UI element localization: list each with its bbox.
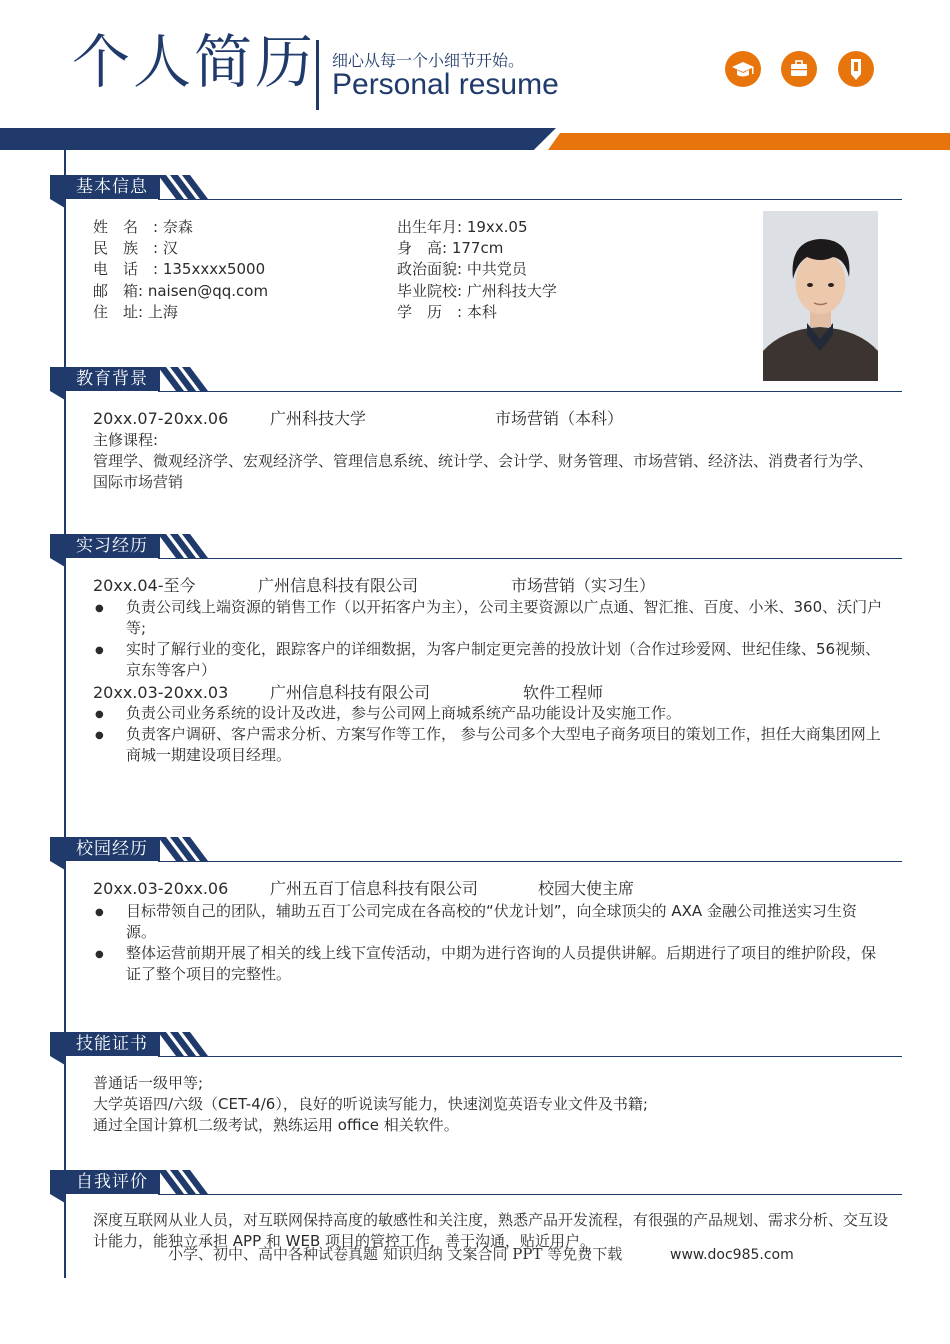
section-stripes (158, 367, 208, 391)
briefcase-icon (781, 51, 817, 87)
phone-field: 电 话 : 135xxxx5000 (93, 260, 266, 278)
courses-label: 主修课程: (93, 431, 159, 449)
page-title: 个人简历 (72, 28, 317, 96)
title-divider (316, 40, 319, 110)
job2-company: 广州信息科技有限公司 (270, 683, 431, 702)
edu-period: 20xx.07-20xx.06 (93, 409, 229, 428)
job2-bullet-2: 负责客户调研、客户需求分析、方案写作等工作， 参与公司多个大型电子商务项目的策划工作，担任大商集团网上商城一期建设项目经理。 (126, 725, 881, 764)
courses-list: 管理学、微观经济学、宏观经济学、管理信息系统、统计学、会计学、财务管理、市场营销、经济法、消费者行为学、国际市场营销 (93, 452, 874, 491)
section-internship: 实习经历 (50, 534, 160, 558)
address-field: 住 址: 上海 (93, 303, 178, 321)
section-rule (158, 861, 902, 862)
ethnicity-field: 民 族 : 汉 (93, 239, 178, 257)
bullet-icon: ● (95, 907, 104, 918)
school-field: 毕业院校: 广州科技大学 (397, 282, 557, 300)
section-rule (158, 391, 902, 392)
politics-field: 政治面貌: 中共党员 (397, 260, 527, 278)
bullet-icon: ● (95, 645, 104, 656)
job2-period: 20xx.03-20xx.03 (93, 683, 229, 702)
height-field: 身 高: 177cm (397, 239, 504, 257)
edu-major: 市场营销（本科） (495, 409, 624, 428)
bullet-icon: ● (95, 603, 104, 614)
skill-line-3: 通过全国计算机二级考试，熟练运用 office 相关软件。 (93, 1116, 459, 1134)
degree-field: 学 历 : 本科 (397, 303, 497, 321)
campus-bullet-2: 整体运营前期开展了相关的线上线下宣传活动，中期为进行咨询的人员提供讲解。后期进行了项目的维护阶段，保证了整个项目的完整性。 (126, 944, 877, 983)
section-campus: 校园经历 (50, 837, 160, 861)
pencil-icon (838, 51, 874, 87)
section-stripes (158, 175, 208, 199)
section-rule (158, 558, 902, 559)
bullet-icon: ● (95, 949, 104, 960)
section-basic-info: 基本信息 (50, 175, 160, 199)
job2-bullet-1: 负责公司业务系统的设计及改进，参与公司网上商城系统产品功能设计及实施工作。 (126, 704, 682, 722)
campus-org: 广州五百丁信息科技有限公司 (270, 879, 479, 898)
footer-note: 小学、初中、高中各种试卷真题 知识归纳 文案合同 PPT 等免费下载 (168, 1245, 623, 1263)
skill-line-2: 大学英语四/六级（CET-4/6），良好的听说读写能力，快速浏览英语专业文件及书籍; (93, 1095, 648, 1113)
self-evaluation-text: 深度互联网从业人员，对互联网保持高度的敏感性和关注度，熟悉产品开发流程，有很强的产品规划、需求分析、交互设计能力，能独立承担 APP 和 WEB 项目的管控工作，善于沟通，贴近用户。 (93, 1211, 889, 1250)
campus-period: 20xx.03-20xx.06 (93, 879, 229, 898)
section-skills: 技能证书 (50, 1032, 160, 1056)
section-stripes (158, 837, 208, 861)
job2-role: 软件工程师 (523, 683, 604, 702)
job1-bullet-2: 实时了解行业的变化，跟踪客户的详细数据，为客户制定更完善的投放计划（合作过珍爱网、世纪佳缘、56视频、京东等客户） (126, 640, 881, 679)
section-stripes (158, 1032, 208, 1056)
section-stripes (158, 534, 208, 558)
bullet-icon: ● (95, 709, 104, 720)
subtitle-english: Personal resume (332, 68, 559, 101)
section-rule (158, 1056, 902, 1057)
avatar (763, 211, 878, 381)
subtitle: 细心从每一个小细节开始。 (332, 51, 525, 70)
job1-period: 20xx.04-至今 (93, 576, 196, 595)
job1-role: 市场营销（实习生） (511, 576, 656, 595)
edu-school: 广州科技大学 (270, 409, 367, 428)
job1-bullet-1: 负责公司线上端资源的销售工作（以开拓客户为主），公司主要资源以广点通、智汇推、百度、小米、360、沃门户等; (126, 598, 883, 637)
header-band-orange (548, 133, 950, 150)
skill-line-1: 普通话一级甲等; (93, 1074, 204, 1092)
bullet-icon: ● (95, 730, 104, 741)
birth-field: 出生年月: 19xx.05 (397, 218, 528, 236)
section-education: 教育背景 (50, 367, 160, 391)
footer-url: www.doc985.com (670, 1247, 794, 1263)
section-self-evaluation: 自我评价 (50, 1170, 160, 1194)
campus-bullet-1: 目标带领自己的团队，辅助五百丁公司完成在各高校的“伏龙计划”，向全球顶尖的 AXA 金融公司推送实习生资源。 (126, 902, 857, 941)
graduation-cap-icon (725, 51, 761, 87)
timeline-line (64, 150, 66, 1278)
header-band-blue (0, 128, 556, 150)
section-rule (158, 1194, 902, 1195)
name-field: 姓 名 : 奈森 (93, 218, 193, 236)
job1-company: 广州信息科技有限公司 (258, 576, 419, 595)
section-rule (158, 199, 902, 200)
email-field: 邮 箱: naisen@qq.com (93, 282, 269, 300)
campus-role: 校园大使主席 (538, 879, 635, 898)
section-stripes (158, 1170, 208, 1194)
